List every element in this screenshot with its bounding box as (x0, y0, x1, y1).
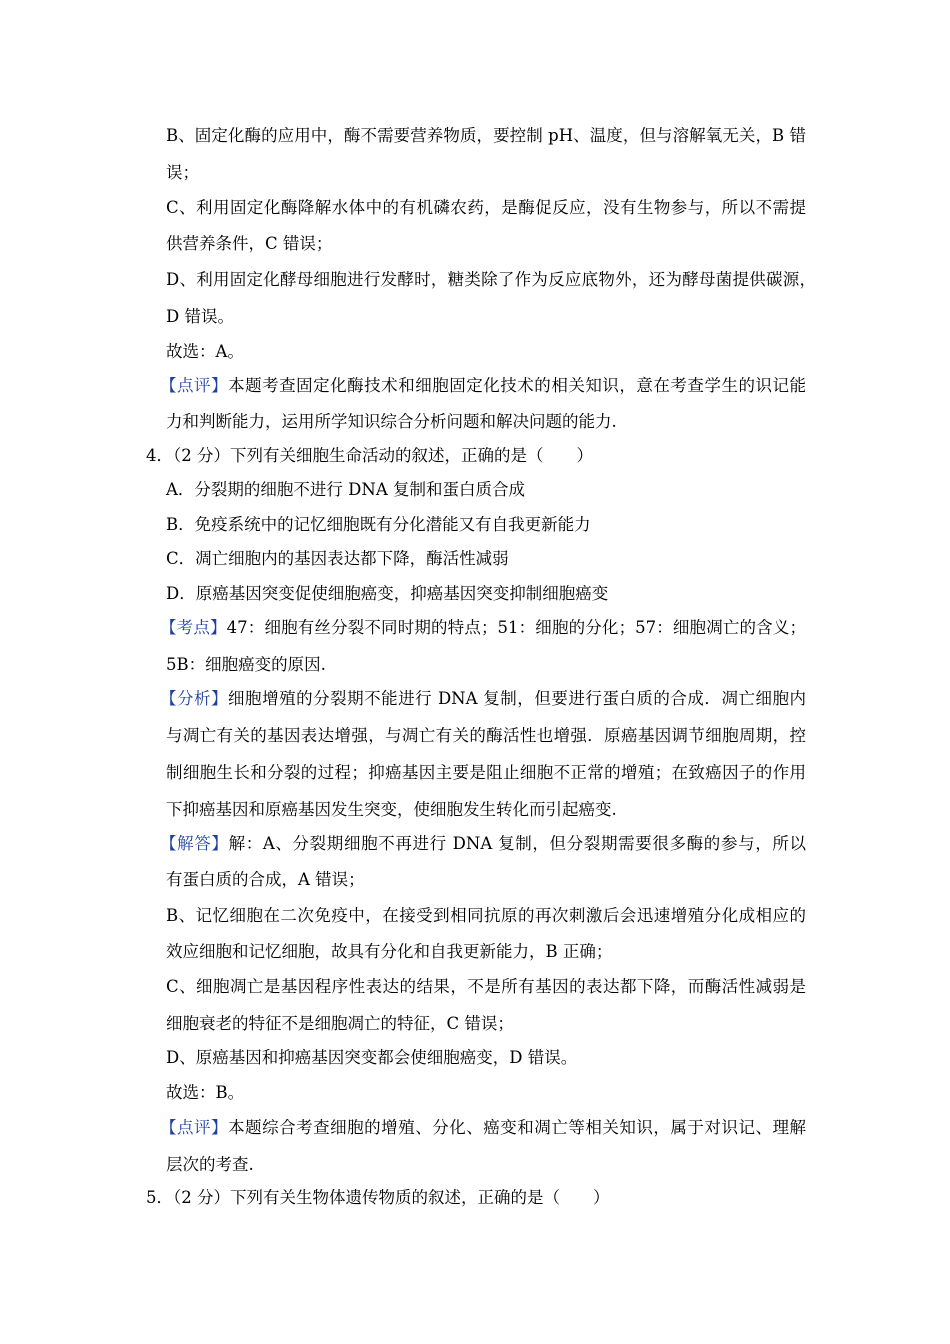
q4-kaodian-line1 (160, 617, 806, 639)
q4-option-b: B．免疫系统中的记忆细胞既有分化潜能又有自我更新能力 (166, 515, 591, 534)
q4-kaodian-line2: 5B：细胞癌变的原因. (166, 655, 326, 674)
q3-choice: 故选：A。 (166, 342, 244, 361)
q4-choice: 故选：B。 (166, 1083, 245, 1102)
q3-option-c-line2: 供营养条件，C 错误； (166, 234, 333, 253)
q4-jieda-line1 (160, 833, 806, 855)
q5-stem: 5．（2 分）下列有关生物体遗传物质的叙述，正确的是（ ） (146, 1188, 610, 1207)
q3-option-d-line2: D 错误。 (166, 307, 234, 326)
q4-jieda-line7: D、原癌基因和抑癌基因突变都会使细胞癌变，D 错误。 (166, 1048, 578, 1067)
q4-jieda-line2: 有蛋白质的合成，A 错误； (166, 870, 365, 889)
q3-option-b-line1: B、固定化酶的应用中，酶不需要营养物质，要控制 pH、温度，但与溶解氧无关，B 错 (166, 126, 806, 145)
q4-review-line2: 层次的考查. (166, 1155, 254, 1174)
q4-review-tag: 【点评】 (160, 1118, 229, 1137)
q4-jieda-line3: B、记忆细胞在二次免疫中，在接受到相同抗原的再次刺激后会迅速增殖分化成相应的 (166, 906, 806, 925)
q3-option-d-line1: D、利用固定化酵母细胞进行发酵时，糖类除了作为反应底物外，还为酵母菌提供碳源， (166, 270, 816, 289)
q4-stem: 4．（2 分）下列有关细胞生命活动的叙述，正确的是（ ） (146, 446, 593, 465)
q3-option-c-line1: C、利用固定化酶降解水体中的有机磷农药，是酶促反应，没有生物参与，所以不需提 (166, 198, 806, 217)
q4-kaodian-text: 47：细胞有丝分裂不同时期的特点；51：细胞的分化；57：细胞凋亡的含义； (226, 618, 806, 637)
q4-fenxi-line3: 制细胞生长和分裂的过程；抑癌基因主要是阻止细胞不正常的增殖；在致癌因子的作用 (166, 763, 806, 782)
q4-fenxi-text: 细胞增殖的分裂期不能进行 DNA 复制，但要进行蛋白质的合成．凋亡细胞内 (228, 689, 806, 708)
q4-jieda-line6: 细胞衰老的特征不是细胞凋亡的特征，C 错误； (166, 1014, 514, 1033)
q4-jieda-line4: 效应细胞和记忆细胞，故具有分化和自我更新能力，B 正确； (166, 942, 613, 961)
q4-fenxi-tag: 【分析】 (160, 689, 229, 708)
q4-fenxi-line4: 下抑癌基因和原癌基因发生突变，使细胞发生转化而引起癌变. (166, 800, 617, 819)
q4-jieda-text: 解：A、分裂期细胞不再进行 DNA 复制，但分裂期需要很多酶的参与，所以 (228, 834, 806, 853)
q4-option-a: A．分裂期的细胞不进行 DNA 复制和蛋白质合成 (166, 480, 525, 499)
q4-review-text: 本题综合考查细胞的增殖、分化、癌变和凋亡等相关知识，属于对识记、理解 (228, 1118, 806, 1137)
q4-option-d: D．原癌基因突变促使细胞癌变，抑癌基因突变抑制细胞癌变 (166, 584, 609, 603)
q3-option-b-line2: 误； (166, 163, 199, 182)
q4-review-line1 (160, 1117, 806, 1139)
q3-review-line1 (160, 375, 806, 397)
q4-kaodian-tag: 【考点】 (160, 618, 227, 637)
q4-fenxi-line1 (160, 688, 806, 710)
q3-review-text: 本题考查固定化酶技术和细胞固定化技术的相关知识，意在考查学生的识记能 (228, 376, 806, 395)
q4-fenxi-line2: 与凋亡有关的基因表达增强，与凋亡有关的酶活性也增强．原癌基因调节细胞周期，控 (166, 726, 806, 745)
q4-jieda-line5: C、细胞凋亡是基因程序性表达的结果，不是所有基因的表达都下降，而酶活性减弱是 (166, 977, 806, 996)
q3-review-tag: 【点评】 (160, 376, 229, 395)
q4-option-c: C．凋亡细胞内的基因表达都下降，酶活性减弱 (166, 549, 509, 568)
q3-review-line2: 力和判断能力，运用所学知识综合分析问题和解决问题的能力. (166, 412, 617, 431)
q4-jieda-tag: 【解答】 (160, 834, 229, 853)
